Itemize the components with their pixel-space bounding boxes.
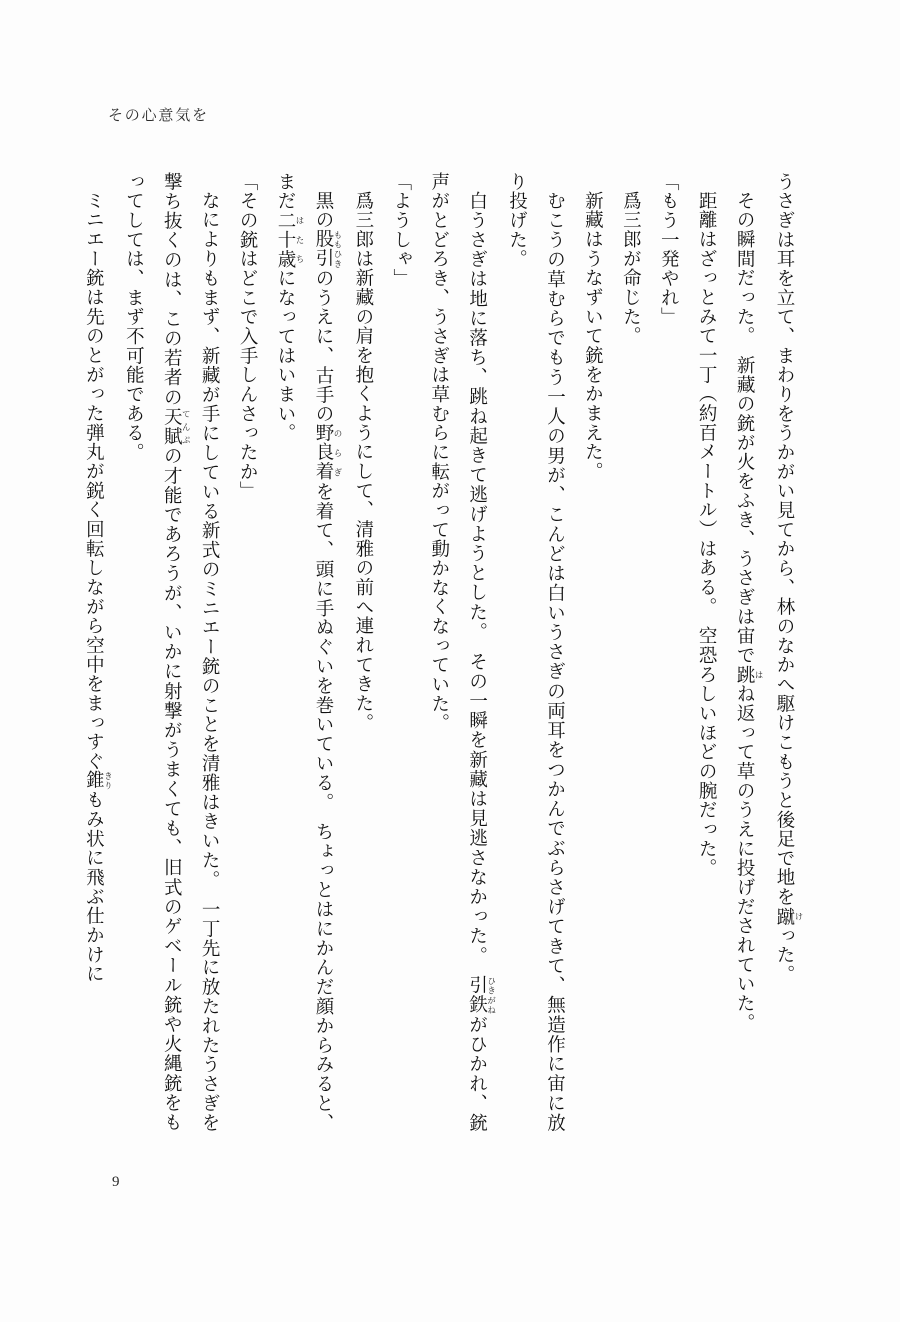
ruby-hikigane: 引鉄 ひきがね — [466, 975, 497, 1015]
paragraph: ミニエー銃は先のとがった弾丸が鋭く回転しながら空中をまっすぐ錐 きりもみ状に飛ぶ仕かけに — [83, 190, 114, 984]
paragraph: 「その銃はどこで入手しんさったか」 — [237, 172, 258, 501]
ruby-kiri: 錐 きり — [83, 770, 114, 790]
ruby-momohiki: 股引 ももひき — [312, 229, 343, 269]
paragraph: 爲三郎は新藏の肩を抱くようにして、清雅の前へ連れてきた。 — [352, 190, 373, 732]
paragraph: 新藏はうなずいて銃をかまえた。 — [582, 190, 603, 481]
ruby-hatachi: 二十歳 はたち — [275, 210, 306, 269]
paragraph: 「もう一発やれ」 — [658, 172, 679, 327]
paragraph: 白うさぎは地に落ち、跳ね起きて逃げようとした。 その一瞬を新藏は見逃さなかった。 引鉄 ひきがねがひかれ、銃声がとどろき、うさぎは草むらに転がって動かなくなっていた。 — [428, 172, 497, 1133]
paragraph: むこうの草むらでもう一人の男が、こんどは白いうさぎの両耳をつかんでぶらさげてきて、無造作に宙に放り投げた。 — [506, 172, 565, 1132]
paragraph: なによりもまず、新藏が手にしている新式のミニエー銃のことを清雅はきいた。 一丁先に放たれたうさぎを撃ち抜くのは、この若者の天賦 てんぷの才能であろうが、いかに射撃がうまくても、旧式のゲベール銃や火縄銃をもってしては、まず不可能である。 — [123, 172, 220, 1132]
paragraph: 距離はざっとみて一丁（約百メートル）はある。 空恐ろしいほどの腕だった。 — [696, 190, 717, 878]
paragraph: うさぎは耳を立て、まわりをうかがい見てから、林のなかへ駆けこもうと後足で地を蹴 けった。 — [774, 172, 804, 984]
ruby-hane: 跳 は — [734, 664, 765, 684]
body-text-block — [83, 172, 804, 1133]
running-head: その心意気を — [108, 108, 209, 124]
page-number: 9 — [112, 1174, 120, 1190]
ruby-tenpu: 天賦 てんぷ — [161, 407, 192, 447]
paragraph: 爲三郎が命じた。 — [620, 190, 641, 346]
paragraph: その瞬間だった。 新藏の銃が火をふき、うさぎは宙で跳 はね返って草のうえに投げだされていた。 — [734, 190, 765, 1032]
ruby-keru: 蹴 け — [774, 906, 804, 926]
ruby-noragi: 野良着 のらぎ — [312, 423, 343, 482]
paragraph: 黒の股引 ももひきのうえに、古手の野良着 のらぎを着て、頭に手ぬぐいを巻いている。 ちょっとはにかんだ顔からみると、まだ二十歳 はたちになってはいまい。 — [275, 172, 343, 1132]
paragraph: 「ようしゃ」 — [390, 172, 411, 288]
